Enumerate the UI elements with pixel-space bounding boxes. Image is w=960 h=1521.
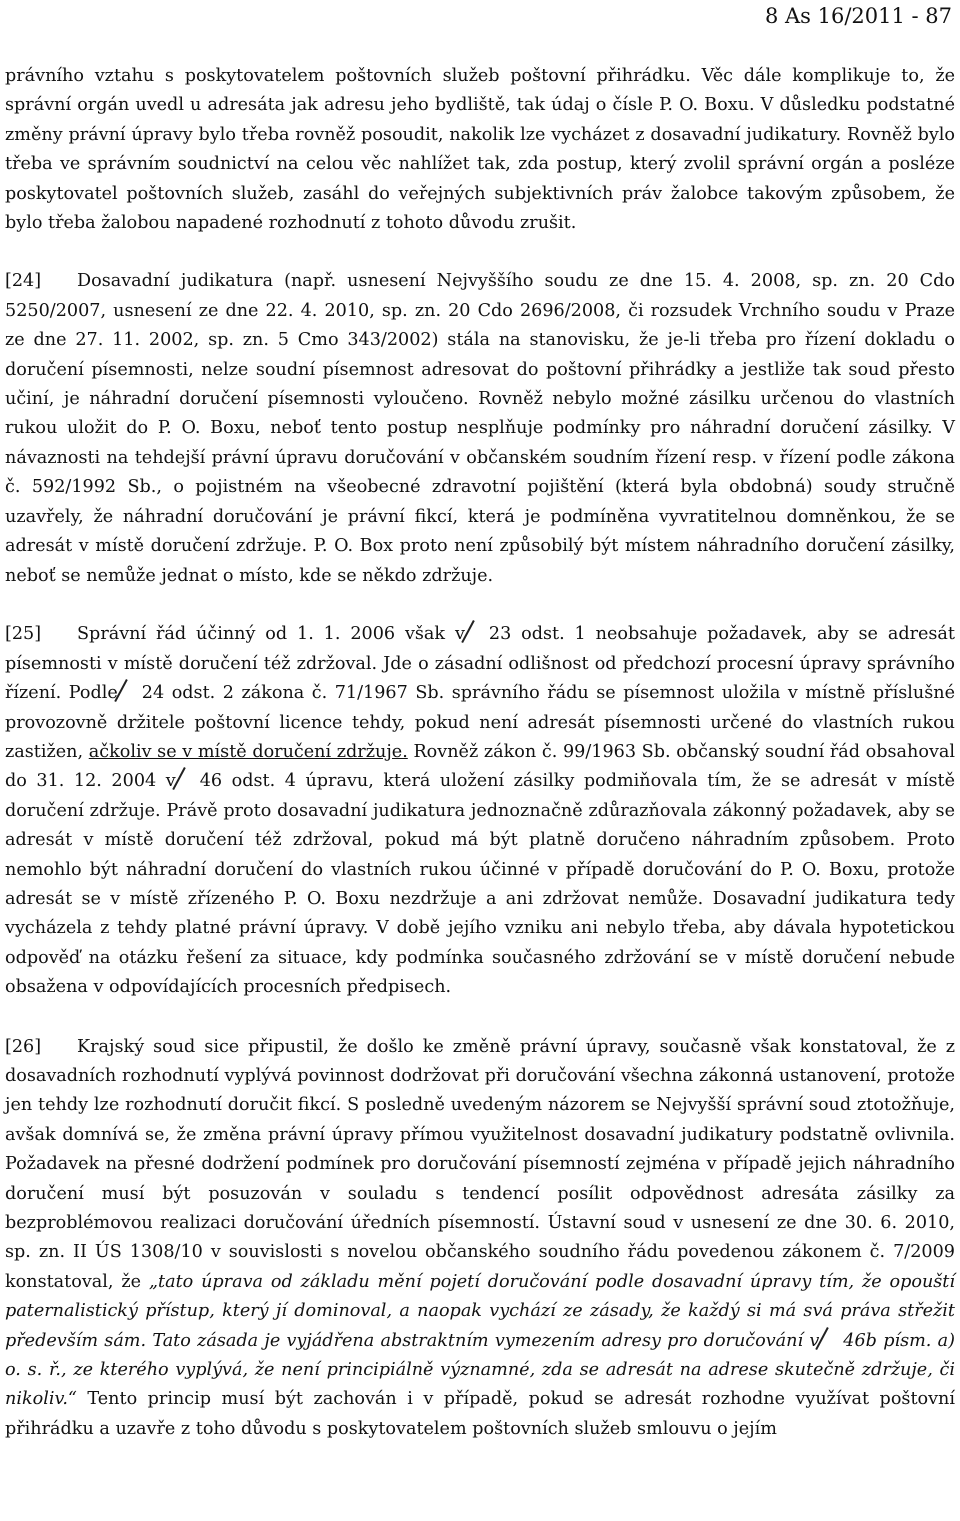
paragraph-25-text-1: Správní řád účinný od 1. 1. 2006 však v xyxy=(77,624,465,645)
paragraph-number-25: [25] xyxy=(5,624,42,645)
paragraph-25-text-5: 46 odst. 4 úpravu, která uložení zásilky podmiňovala tím, že se adresát v místě doručení zdržuje. Právě proto dosavadní judikatura jednoznačně zdůrazňovala zákonný požadavek, aby se adresát v místě doručení též zdržoval, pokud má být platně doručeno náhradním způsobem. Proto nemohlo být náhradní doručení do vlastních rukou účinné v případě doručování do P. O. Boxu, protože adresát se v místě zřízeného P. O. Boxu nezdržuje a ani zdržovat nemůže. Dosavadní judikatura tedy vycházela z tehdy platné právní úpravy. V době jejího vzniku ani nebylo třeba, aby dávala hypotetickou odpověď na otázku řešení za situace, kdy podmínka současného zdržování se v místě doručení nebude obsažena v odpovídajících procesních předpisech. xyxy=(5,771,955,998)
paragraph-number-24: [24] xyxy=(5,271,42,292)
paragraph-26-text-1: Krajský soud sice připustil, že došlo ke změně právní úpravy, současně však konstatoval, že z dosavadních rozhodnutí vyplývá povinnost dodržovat při doručování všechna zákonná ustanovení, protože jen tehdy lze rozhodnutí doručit fikcí. S posledně uvedeným názorem se Nejvyšší správní soud ztotožňuje, avšak domnívá se, že změna právní úpravy přímou využitelnost dosavadní judikatury podstatně ovlivnila. Požadavek na přesné dodržení podmínek pro doručování písemností zejména v případě jejich náhradního doručení musí být posuzován v souladu s tendencí posílit odpovědnost adresáta zásilky za bezproblémovou realizaci doručování úředních písemností. Ústavní soud v usnesení ze dne 30. 6. 2010, sp. zn. II ÚS 1308/10 v souvislosti s novelou občanského soudního řádu povedenou zákonem č. 7/2009 konstatoval, že xyxy=(5,1036,955,1292)
paragraph-25-text-4: Rovněž zákon č. 99/1963 Sb. občanský soudní řád obsahoval do 31. 12. 2004 v xyxy=(5,741,956,792)
underlined-phrase: ačkoliv se v místě doručení zdržuje. xyxy=(88,741,408,762)
paragraph-26-text-2: Tento princip musí být zachován i v případě, pokud se adresát rozhodne využívat poštovní přihrádku a uzavře z toho důvodu s poskytovatelem poštovních služeb smlouvu o jejím xyxy=(5,1389,956,1439)
paragraph-number-26: [26] xyxy=(5,1036,42,1057)
paragraph-26 xyxy=(5,1033,955,1445)
document-body xyxy=(5,62,955,1444)
constitutional-court-quote-2: 46b písm. a) o. s. ř., ze kterého vyplývá, že není principiálně významné, zda se adresát na adrese skutečně zdržuje, či nikoliv.“ xyxy=(5,1330,955,1410)
section-sign-icon xyxy=(823,1327,837,1349)
section-sign-icon xyxy=(180,767,194,789)
intro-text: právního vztahu s poskytovatelem poštovních služeb poštovní přihrádku. Věc dále komplikuje to, že správní orgán uvedl u adresáta jak adresu jeho bydliště, tak údaj o čísle P. O. Boxu. V důsledku podstatné změny právní úpravy bylo třeba rovněž posoudit, nakolik lze vycházet z dosavadní judikatury. Rovněž bylo třeba ve správním soudnictví na celou věc nahlížet tak, zda postup, který zvolil správní orgán a posléze poskytovatel poštovních služeb, zasáhl do veřejných subjektivních práv žalobce takovým způsobem, že bylo třeba žalobou napadené rozhodnutí z tohoto důvodu zrušit. xyxy=(5,66,955,234)
paragraph-24-text: Dosavadní judikatura (např. usnesení Nejvyššího soudu ze dne 15. 4. 2008, sp. zn. 20 Cdo 5250/2007, usnesení ze dne 22. 4. 2010, sp. zn. 20 Cdo 2696/2008, či rozsudek Vrchního soudu v Praze ze dne 27. 11. 2002, sp. zn. 5 Cmo 343/2002) stála na stanovisku, že je-li třeba pro řízení dokladu o doručení písemnosti, nelze soudní písemnost adresovat do poštovní přihrádky a jestliže tak soud přesto učiní, je náhradní doručení písemnosti vyloučeno. Rovněž nebylo možné zásilku určenou do vlastních rukou uložit do P. O. Boxu, neboť tento postup nesplňuje podmínky pro náhradní doručení zásilky. V návaznosti na tehdejší právní úpravu doručování v občanském soudním řízení resp. v řízení podle zákona č. 592/1992 Sb., o pojistném na všeobecné zdravotní pojištění (která byla obdobná) soudy stručně uzavřely, že náhradní doručování je právní fikcí, která je podmíněna vyvratitelnou domněnkou, že se adresát v místě doručení zdržuje. P. O. Box proto není způsobilý být místem náhradního doručení zásilky, neboť se nemůže jednat o místo, kde se někdo zdržuje. xyxy=(5,271,955,586)
paragraph-24 xyxy=(5,267,955,590)
intro-paragraph xyxy=(5,62,955,238)
paragraph-25-text-3: 24 odst. 2 zákona č. 71/1967 Sb. správního řádu se písemnost uložila v místně příslušné provozovně držitele poštovní licence tehdy, pokud není adresát písemnosti určené do vlastních rukou zastižen, xyxy=(5,683,955,762)
section-sign-icon xyxy=(469,620,483,642)
page-header-case-ref: 8 As 16/2011 - 87 xyxy=(764,4,952,28)
paragraph-25-text-2: 23 odst. 1 neobsahuje požadavek, aby se adresát písemnosti v místě doručení též zdržoval. Jde o zásadní odlišnost od předchozí procesní úpravy správního řízení. Podle xyxy=(5,624,955,704)
paragraph-25 xyxy=(5,620,955,1002)
section-sign-icon xyxy=(122,679,136,701)
constitutional-court-quote-1: „tato úprava od základu mění pojetí doručování podle dosavadní úpravy tím, že opouští paternalistický přístup, který jí dominoval, a naopak vychází ze zásady, že každý si má svá práva střežit především sám. Tato zásada je vyjádřena abstraktním vymezením adresy pro doručování v xyxy=(5,1271,955,1351)
